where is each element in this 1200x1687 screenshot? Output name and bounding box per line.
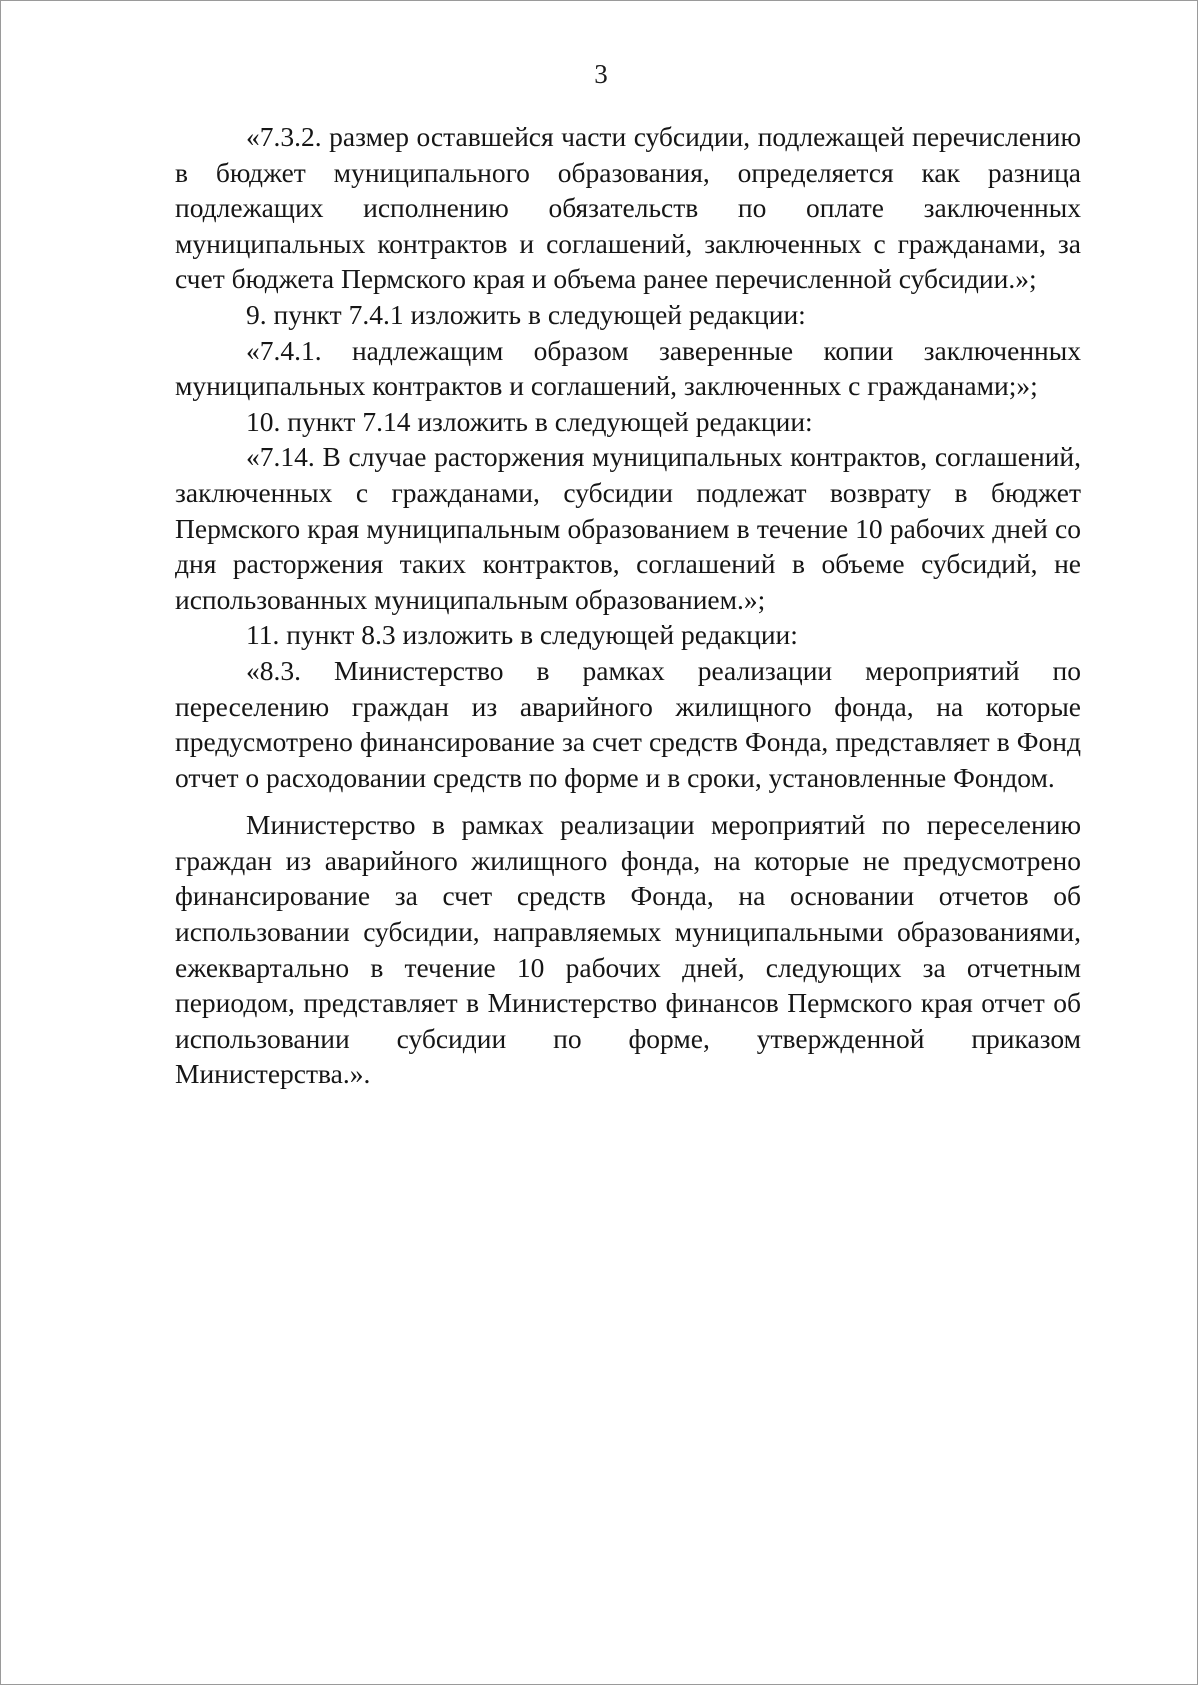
paragraph-item-10: 10. пункт 7.14 изложить в следующей редакции: xyxy=(246,405,813,437)
page-number: 3 xyxy=(594,59,608,89)
paragraph-7-14: «7.14. В случае расторжения муниципальных контрактов, соглашений, заключенных с гражданами, субсидии подлежат возврату в бюджет Пермского края муниципальным образованием в течение 10 рабочих дней со дня расторжения таких контрактов, соглашений в объеме субсидий, не использованных муниципальным образованием.»; xyxy=(175,441,1081,615)
paragraph-8-3: «8.3. Министерство в рамках реализации мероприятий по переселению граждан из аварийного жилищного фонда, на которые предусмотрено финансирование за счет средств Фонда, представляет в Фонд отчет о расходовании средств по форме и в сроки, установленные Фондом. xyxy=(175,654,1081,793)
paragraph-8-3-continued: Министерство в рамках реализации мероприятий по переселению граждан из аварийного жилищного фонда, на которые не предусмотрено финансирование за счет средств Фонда, на основании отчетов об использовании субсидии, направляемых муниципальными образованиями, ежеквартально в течение 10 рабочих дней, следующих за отчетным периодом, представляет в Министерство финансов Пермского края отчет об использовании субсидии по форме, утвержденной приказом Министерства.». xyxy=(175,809,1081,1090)
paragraph-item-9: 9. пункт 7.4.1 изложить в следующей редакции: xyxy=(246,298,806,330)
paragraph-7-3-2: «7.3.2. размер оставшейся части субсидии, подлежащей перечислению в бюджет муниципального образования, определяется как разница подлежащих исполнению обязательств по оплате заключенных муниципальных контрактов и соглашений, заключенных с гражданами, за счет бюджета Пермского края и объема ранее перечисленной субсидии.»; xyxy=(175,121,1081,295)
paragraph-7-4-1: «7.4.1. надлежащим образом заверенные копии заключенных муниципальных контрактов и соглашений, заключенных с гражданами;»; xyxy=(175,334,1081,402)
document-body xyxy=(175,119,1081,1092)
paragraph-item-11: 11. пункт 8.3 изложить в следующей редакции: xyxy=(246,619,798,651)
